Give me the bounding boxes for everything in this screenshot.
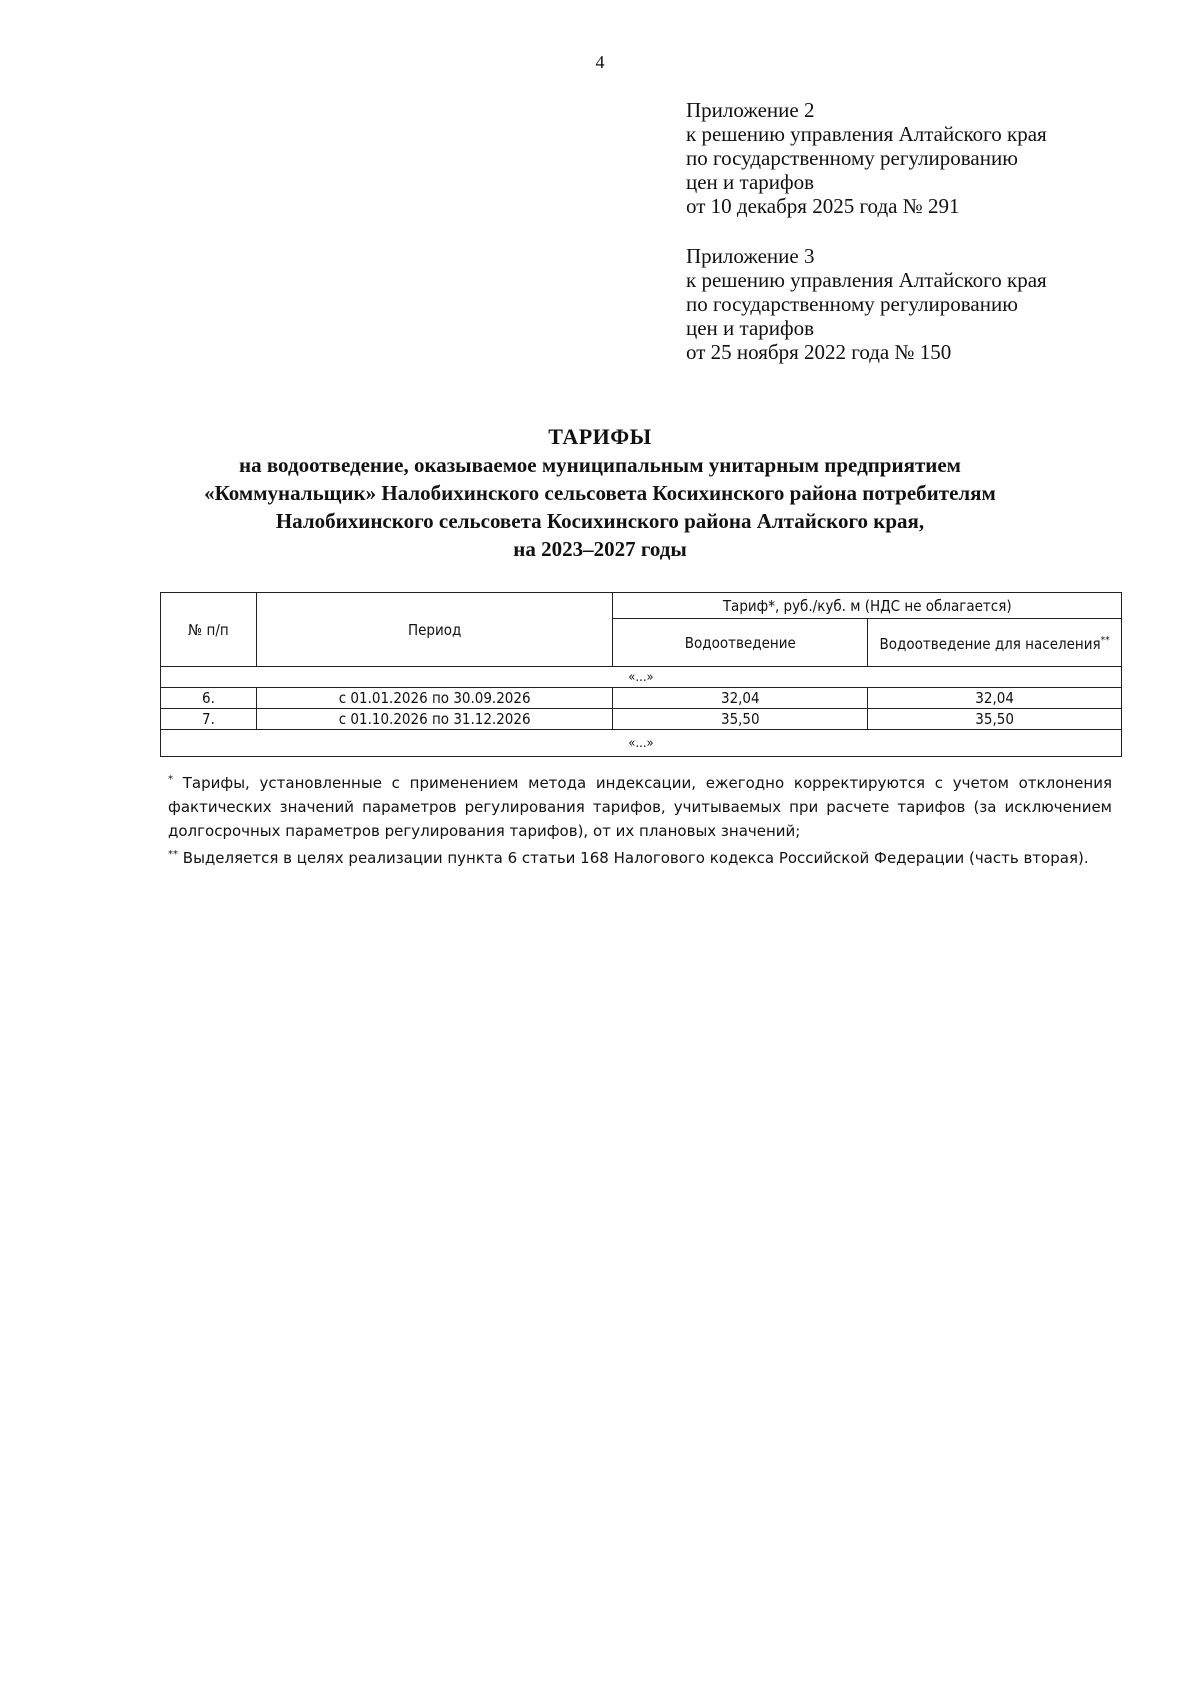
header-tariff-group: Тариф*, руб./куб. м (НДС не облагается) (613, 593, 1122, 619)
header-drainage-population (868, 619, 1122, 667)
row-number: 7. (161, 709, 257, 730)
appendix-line: от 25 ноября 2022 года № 150 (686, 340, 952, 364)
title-line: на водоотведение, оказываемое муниципальным унитарным предприятием (239, 453, 961, 477)
title-line: Налобихинского сельсовета Косихинского района Алтайского края, (275, 509, 925, 533)
page-number: 4 (595, 52, 605, 72)
footnote-mark: * (168, 774, 173, 785)
appendix-line: цен и тарифов (686, 316, 815, 340)
header-drainage-population-label: Водоотведение для населения (879, 635, 1101, 653)
footnote-mark: ** (168, 849, 178, 860)
footnote-2 (168, 843, 1112, 870)
header-number: № п/п (161, 593, 257, 667)
row-number: 6. (161, 688, 257, 709)
appendix-line: к решению управления Алтайского края (686, 268, 1047, 292)
row-population: 35,50 (868, 709, 1122, 730)
table-ellipsis: «...» (161, 667, 1122, 688)
tariff-table (160, 592, 1122, 757)
document-title (150, 423, 1050, 563)
title-heading: ТАРИФЫ (548, 424, 652, 449)
appendix-3-header (686, 244, 1156, 364)
row-population: 32,04 (868, 688, 1122, 709)
appendix-line: от 10 декабря 2025 года № 291 (686, 194, 960, 218)
footnote-text: Выделяется в целях реализации пункта 6 статьи 168 Налогового кодекса Российской Федерации (часть вторая). (182, 849, 1089, 867)
row-period: с 01.01.2026 по 30.09.2026 (256, 688, 613, 709)
table-ellipsis: «...» (161, 730, 1122, 757)
title-line: «Коммунальщик» Налобихинского сельсовета Косихинского района потребителям (204, 481, 996, 505)
appendix-line: по государственному регулированию (686, 292, 1018, 316)
appendix-line: Приложение 2 (686, 98, 815, 122)
row-period: с 01.10.2026 по 31.12.2026 (256, 709, 613, 730)
footnote-mark: ** (1100, 635, 1110, 646)
footnotes (168, 768, 1112, 870)
appendix-line: по государственному регулированию (686, 146, 1018, 170)
header-period: Период (256, 593, 613, 667)
table-row (161, 709, 1122, 730)
footnote-1 (168, 768, 1112, 843)
footnote-text: Тарифы, установленные с применением метода индексации, ежегодно корректируются с учетом отклонения фактических значений параметров регулирования тарифов, учитываемых при расчете тарифов (за исключением долгосрочных параметров регулирования тарифов), от их плановых значений; (168, 774, 1112, 840)
title-line: на 2023–2027 годы (513, 537, 687, 561)
appendix-line: к решению управления Алтайского края (686, 122, 1047, 146)
table-row (161, 688, 1122, 709)
appendix-line: Приложение 3 (686, 244, 815, 268)
appendix-2-header (686, 98, 1156, 218)
header-drainage: Водоотведение (613, 619, 868, 667)
row-drainage: 32,04 (613, 688, 868, 709)
appendix-line: цен и тарифов (686, 170, 815, 194)
row-drainage: 35,50 (613, 709, 868, 730)
